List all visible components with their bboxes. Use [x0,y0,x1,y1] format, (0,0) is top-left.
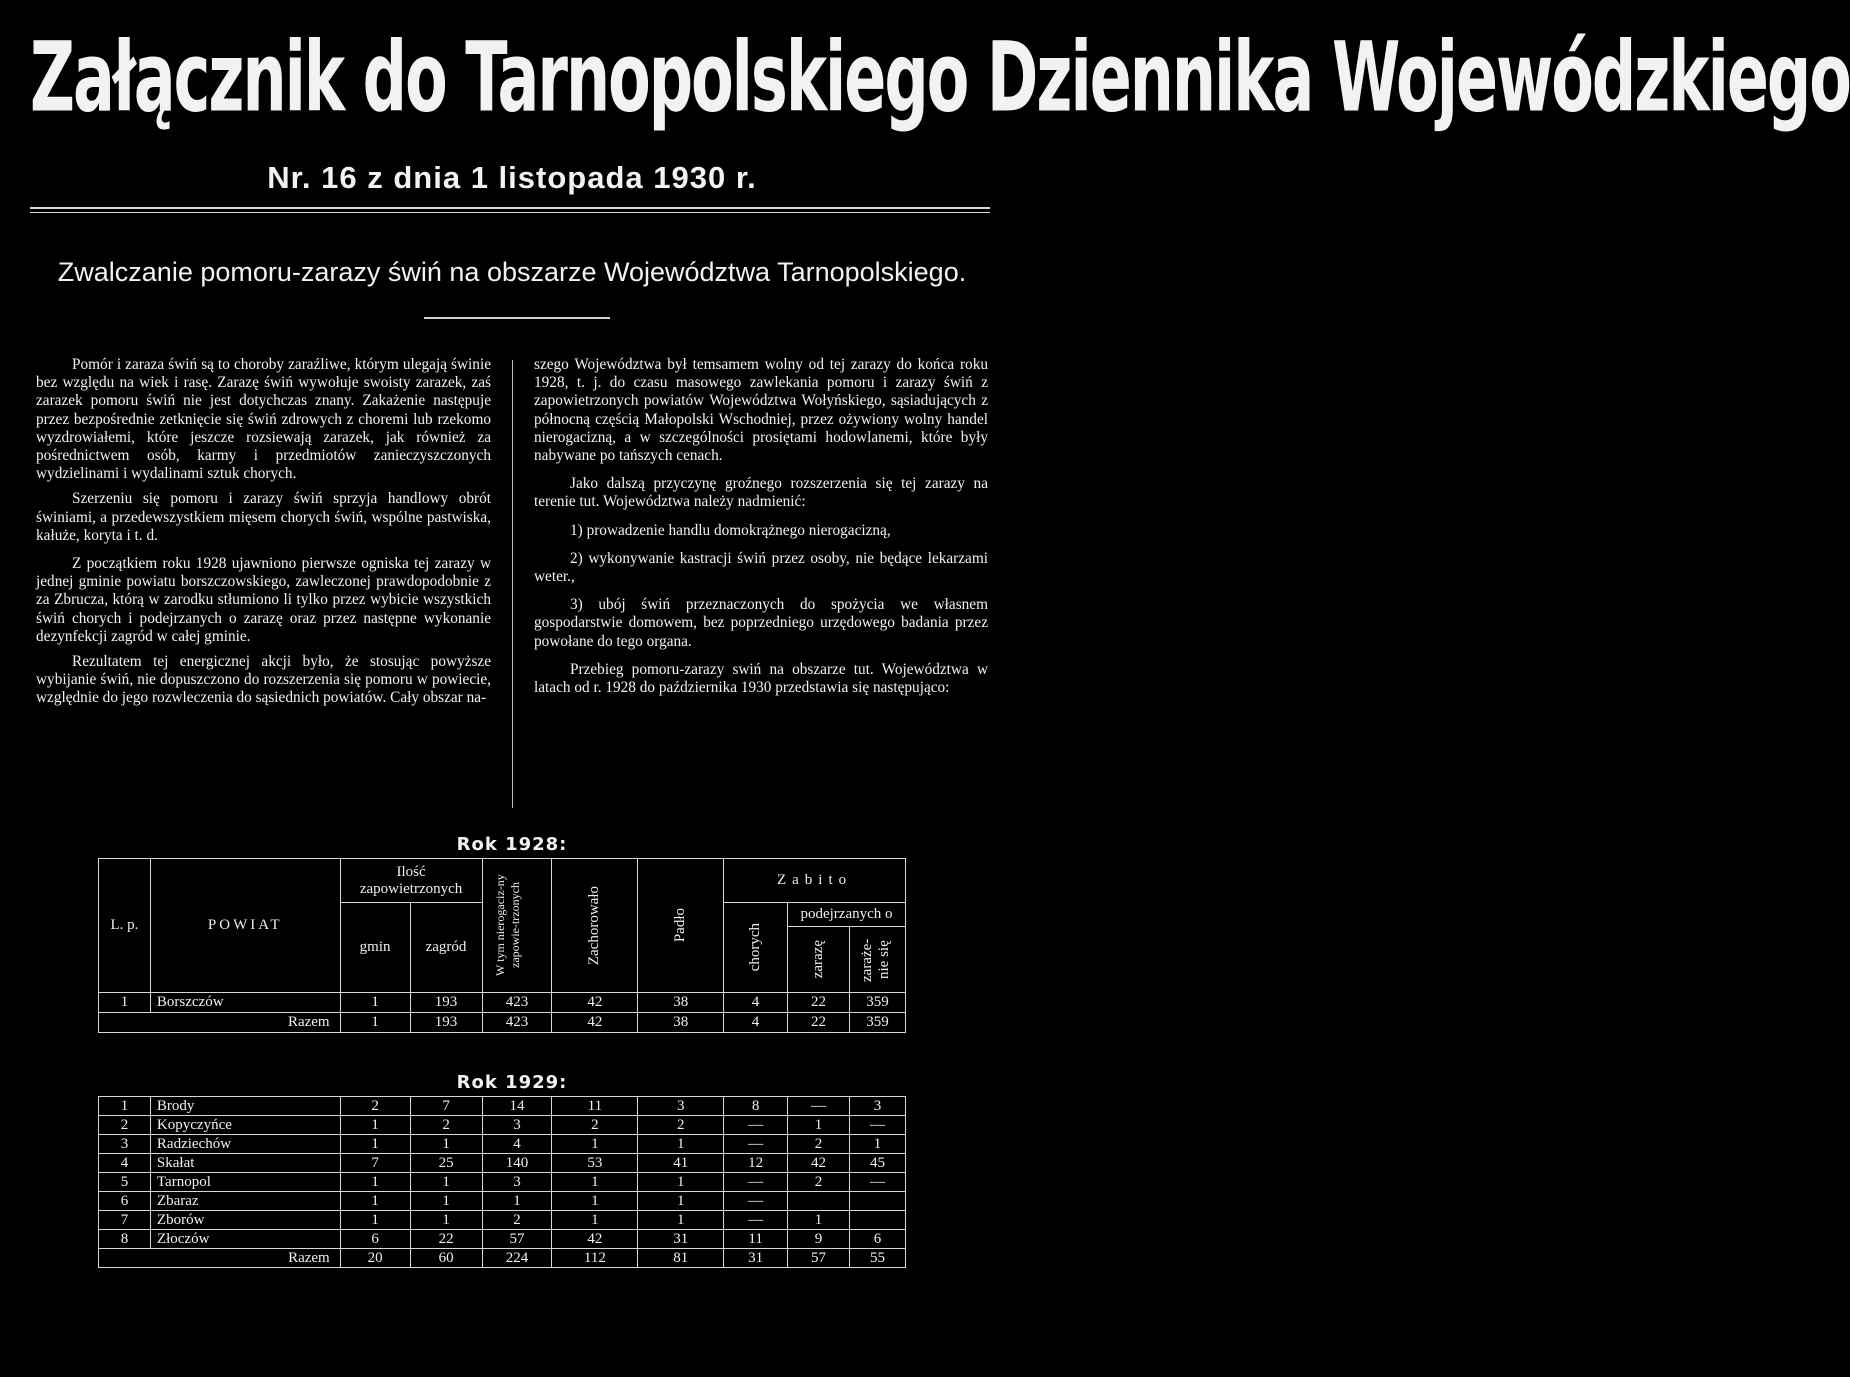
table-total-row: Razem 1 193 423 42 38 4 22 359 [99,1013,906,1033]
cell-powiat: Zborów [150,1211,340,1230]
table-row: 1 Borszczów 1 193 423 42 38 4 22 359 [99,993,906,1013]
cell-value: 2 [788,1135,850,1154]
right-column [534,356,988,697]
table-row [99,1135,906,1154]
cell-value: — [724,1211,788,1230]
table-total-row [99,1249,906,1268]
total-value: 60 [410,1249,482,1268]
table-row [99,1116,906,1135]
col-header-zaraze: zarazę [788,927,850,993]
cell-value: 2 [482,1211,552,1230]
cell-value: 1 [788,1116,850,1135]
cell-value: 2 [410,1116,482,1135]
total-value: 55 [850,1249,906,1268]
cell-value: — [724,1116,788,1135]
cell-value: 1 [340,1135,410,1154]
col-header-zachorowalo: Zachorowało [552,859,638,993]
cell-value: 8 [724,1097,788,1116]
cell-lp: 1 [99,1097,151,1116]
paragraph: Szerzeniu się pomoru i zarazy świń sprzyja handlowy obrót świniami, a przedewszystkiem mięsem chorych świń, wspólne pastwiska, kałuże, koryta i t. d. [36,490,491,544]
table-heading-1929: Rok 1929: [456,1072,568,1093]
cell-value: 1 [410,1192,482,1211]
cell-value: 6 [340,1230,410,1249]
column-divider [512,360,513,808]
cell-value: — [724,1135,788,1154]
cell-value: 1 [552,1135,638,1154]
col-header-lp: L. p. [99,859,151,993]
total-value: 57 [788,1249,850,1268]
table-1928 [98,858,906,1033]
header-rule-top [30,207,990,209]
article-title: Zwalczanie pomoru-zarazy świń na obszarze Województwa Tarnopolskiego. [57,257,967,287]
cell-value: 1 [410,1211,482,1230]
col-header-wtym: W tym nierogaciz-ny zapowie-trzonych [482,859,552,993]
paragraph: Przebieg pomoru-zarazy swiń na obszarze tut. Województwa w latach od r. 1928 do października 1930 przedstawia się następująco: [534,660,988,697]
cell-value: 1 [340,1116,410,1135]
col-header-podejrzanych: podejrzanych o [788,903,906,927]
cell-value: 1 [638,1211,724,1230]
cell-value: 3 [482,1173,552,1192]
cell-powiat: Zbaraz [150,1192,340,1211]
masthead-title: Załącznik do Tarnopolskiego Dziennika Wojewódzkiego [30,20,1850,134]
cell-value: 57 [482,1230,552,1249]
paragraph: Pomór i zaraza świń są to choroby zaraźliwe, którym ulegają świnie bez względu na wiek i rasę. Zarazę świń wywołuje swoisty zarazek, zaś zarazek pomoru świń nie jest dotychczas znany. Zakażenie następuje przez bezpośrednie zetknięcie się świń zdrowych z choremi lub rzekomo wyzdrowiałemi, które jeszcze rozsiewają zarazek, jak również za pośrednictwem osób, karmy i przedmiotów zanieczyszczonych wydzielinami i wydalinami sztuk chorych. [36,356,491,483]
cell-value: 1 [410,1135,482,1154]
cell-value: 41 [638,1154,724,1173]
col-header-powiat: POWIAT [150,859,340,993]
cell-value: 3 [850,1097,906,1116]
cell-value: 1 [552,1211,638,1230]
cell-value: 140 [482,1154,552,1173]
list-item: 3) ubój świń przeznaczonych do spożycia we własnem gospodarstwie domowem, bez poprzedniego urzędowego badania przez powołane do tego organa. [534,596,988,650]
total-value: 81 [638,1249,724,1268]
total-value: 20 [340,1249,410,1268]
cell-powiat: Brody [150,1097,340,1116]
total-value: 224 [482,1249,552,1268]
cell-lp: 4 [99,1154,151,1173]
cell-value: — [788,1097,850,1116]
cell-value: 2 [552,1116,638,1135]
cell-value: 3 [482,1116,552,1135]
cell-value: 42 [788,1154,850,1173]
table-row [99,1211,906,1230]
total-value: 31 [724,1249,788,1268]
table-row [99,1192,906,1211]
cell-value: 1 [340,1211,410,1230]
table-heading-1928: Rok 1928: [456,834,568,855]
table-row [99,1097,906,1116]
cell-value: 1 [850,1135,906,1154]
paragraph: Rezultatem tej energicznej akcji było, że stosując powyższe wybijanie świń, nie dopuszczono do rozszerzenia się pomoru w powiecie, względnie do jego rozwleczenia do sąsiednich powiatów. Cały obszar na- [36,653,491,707]
list-item: 2) wykonywanie kastracji świń przez osoby, nie będące lekarzami weter., [534,549,988,586]
cell-value: 1 [552,1173,638,1192]
cell-lp: 6 [99,1192,151,1211]
cell-value: 1 [410,1173,482,1192]
col-header-ilosc: Ilość zapowietrzonych [340,859,482,903]
cell-value: 1 [340,1192,410,1211]
cell-value: 25 [410,1154,482,1173]
cell-value: 2 [340,1097,410,1116]
cell-powiat: Skałat [150,1154,340,1173]
cell-value: 53 [552,1154,638,1173]
cell-value: — [724,1192,788,1211]
cell-value: 1 [340,1173,410,1192]
cell-value: 22 [410,1230,482,1249]
table-row [99,1230,906,1249]
cell-value: — [850,1116,906,1135]
cell-value: 1 [638,1173,724,1192]
col-header-zagrod: zagród [410,903,482,993]
cell-value: — [724,1173,788,1192]
paragraph: szego Województwa był temsamem wolny od tej zarazy do końca roku 1928, t. j. do czasu masowego zawlekania pomoru i zarazy świń z zapowietrzonych powiatów Województwa Wołyńskiego, sąsiadujących z północną częścią Małopolski Wschodniej, przez ożywiony wolny handel nierogacizną, a w szczególności prosiętami hodowlanemi, które były nabywane po tańszych cenach. [534,356,988,465]
cell-powiat: Złoczów [150,1230,340,1249]
cell-value: 6 [850,1230,906,1249]
cell-value: 1 [638,1135,724,1154]
title-underline [424,317,610,319]
issue-number: Nr. 16 z dnia 1 listopada 1930 r. [267,160,757,195]
cell-powiat: Radziechów [150,1135,340,1154]
cell-value [850,1211,906,1230]
cell-value: 11 [552,1097,638,1116]
cell-value: 4 [482,1135,552,1154]
col-header-zarazenie: zaraże-nie się [849,927,905,993]
cell-powiat: Kopyczyńce [150,1116,340,1135]
cell-value: 1 [552,1192,638,1211]
cell-value: 45 [850,1154,906,1173]
cell-powiat: Tarnopol [150,1173,340,1192]
cell-value: 7 [340,1154,410,1173]
col-header-chorych: chorych [724,903,788,993]
col-header-zabito: Zabito [724,859,906,903]
col-header-padlo: Padło [638,859,724,993]
total-label: Razem [99,1249,341,1268]
total-value: 112 [552,1249,638,1268]
cell-value [850,1192,906,1211]
cell-value: 2 [638,1116,724,1135]
paragraph: Jako dalszą przyczynę groźnego rozszerzenia się tej zarazy na terenie tut. Województwa należy nadmienić: [534,475,988,511]
col-header-gmin: gmin [340,903,410,993]
cell-value: 1 [638,1192,724,1211]
header-rule-bottom [30,212,990,213]
table-row [99,1173,906,1192]
left-column [36,356,491,708]
cell-value: 14 [482,1097,552,1116]
cell-value: 11 [724,1230,788,1249]
cell-value: 42 [552,1230,638,1249]
cell-value: 7 [410,1097,482,1116]
cell-value: 1 [788,1211,850,1230]
table-row [99,1154,906,1173]
cell-lp: 5 [99,1173,151,1192]
cell-value: 9 [788,1230,850,1249]
cell-value: 3 [638,1097,724,1116]
cell-value: 1 [482,1192,552,1211]
paragraph: Z początkiem roku 1928 ujawniono pierwsze ogniska tej zarazy w jednej gminie powiatu borszczowskiego, zawleczonej prawdopodobnie z za Zbrucza, którą w zarodku stłumiono li tylko przez wybicie wszystkich świń chorych i podejrzanych o zarazę oraz przez następne wykonanie dezynfekcji zagród w całej gminie. [36,555,491,645]
cell-lp: 8 [99,1230,151,1249]
cell-value: 2 [788,1173,850,1192]
table-1929 [98,1096,906,1268]
cell-lp: 2 [99,1116,151,1135]
list-item: 1) prowadzenie handlu domokrążnego nierogacizną, [570,521,891,539]
cell-value [788,1192,850,1211]
cell-value: 12 [724,1154,788,1173]
cell-value: 31 [638,1230,724,1249]
cell-lp: 7 [99,1211,151,1230]
cell-lp: 3 [99,1135,151,1154]
cell-value: — [850,1173,906,1192]
